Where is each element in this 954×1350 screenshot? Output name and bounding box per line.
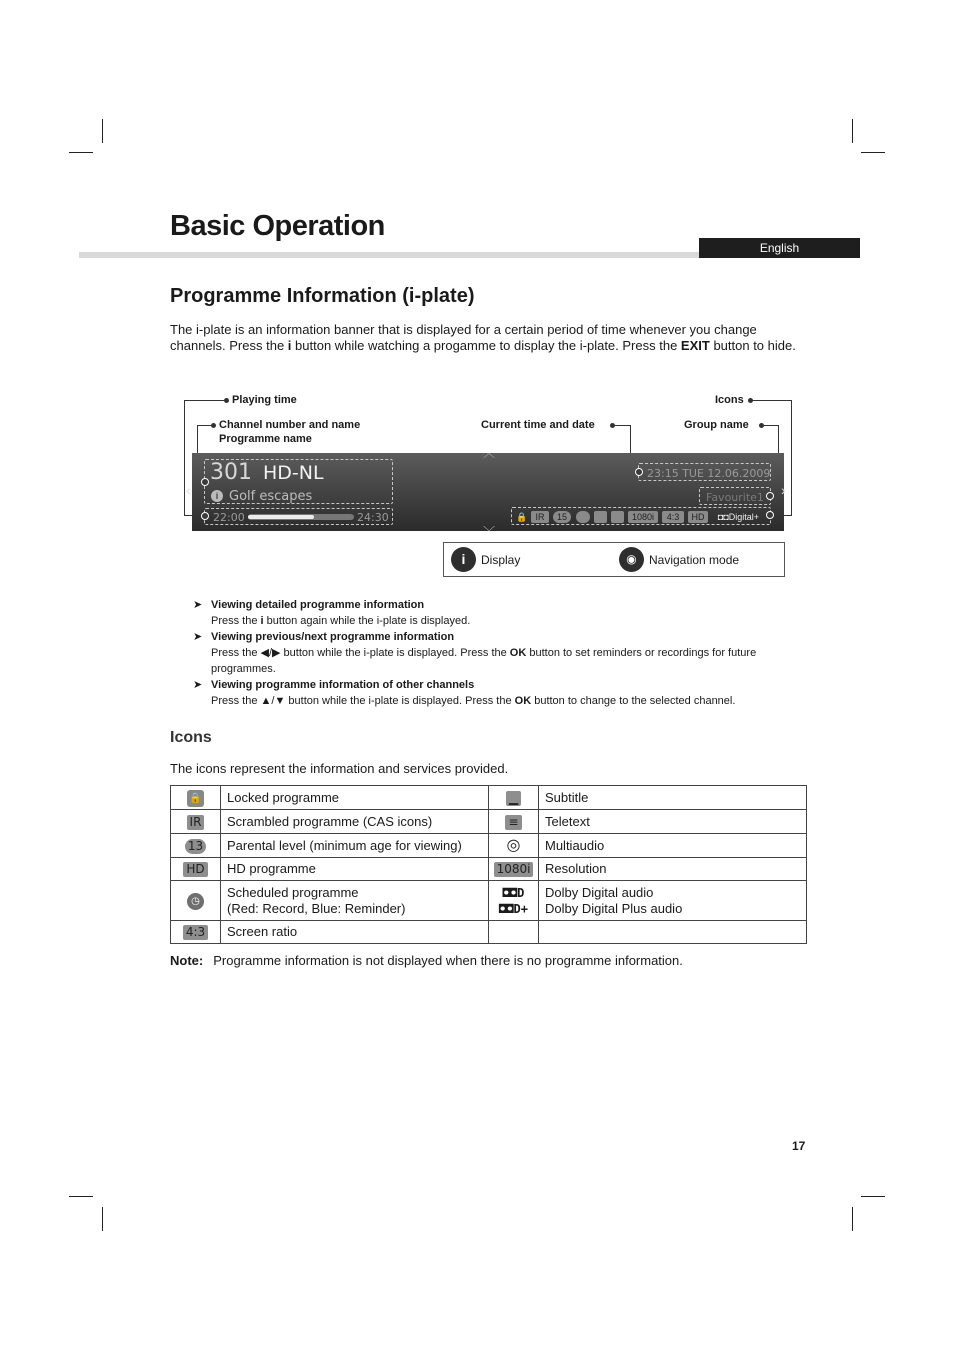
language-tab: English	[699, 238, 860, 258]
callout-group: Group name	[684, 419, 749, 431]
note-text: Programme information is not displayed when there is no programme information.	[213, 953, 683, 968]
callout-line	[763, 425, 779, 426]
display-label: Display	[481, 553, 521, 567]
crop-mark	[861, 1196, 885, 1197]
bullet-key: i	[260, 615, 264, 627]
scrambled-badge: IR	[187, 815, 205, 830]
crop-mark	[102, 1207, 103, 1231]
subtitle-icon: ▁	[489, 786, 539, 810]
parental-level-icon	[171, 834, 221, 858]
callout-ring	[201, 478, 209, 486]
table-cell: Resolution	[539, 858, 807, 881]
table-cell	[539, 881, 807, 921]
progress-fill	[248, 515, 314, 519]
cell-line: (Red: Record, Blue: Reminder)	[227, 900, 406, 916]
navigation-button-icon: ◉	[619, 547, 644, 572]
table-row	[171, 834, 807, 858]
channel-number: 301	[210, 460, 252, 485]
bullet-heading: Viewing programme information of other channels	[211, 679, 475, 691]
multiaudio-icon: ◎	[489, 834, 539, 858]
table-row	[171, 921, 807, 944]
callout-ring	[635, 468, 643, 476]
section-title: Programme Information (i-plate)	[170, 285, 475, 307]
hd-badge: HD	[183, 862, 207, 877]
empty-cell	[539, 921, 807, 944]
parental-badge: 13	[185, 839, 206, 854]
cell-line: Scheduled programme	[227, 884, 359, 900]
table-cell: Locked programme	[221, 786, 489, 810]
current-time-date: 23:15 TUE 12.06.2009	[647, 467, 771, 480]
ratio-badge: 4:3	[183, 925, 208, 940]
end-time: 24:30	[357, 511, 389, 524]
chevron-right-icon: ➤	[193, 631, 203, 643]
navigation-label: Navigation mode	[649, 553, 740, 567]
table-cell	[221, 881, 489, 921]
callout-ring	[766, 492, 774, 500]
icons-title: Icons	[170, 729, 212, 746]
screen-ratio-icon	[171, 921, 221, 944]
remote-legend	[443, 542, 785, 577]
resolution-badge: 1080i	[494, 862, 534, 877]
callout-line	[752, 400, 792, 401]
lock-icon: 🔒	[171, 786, 221, 810]
bullet-body	[211, 693, 793, 709]
list-item	[193, 629, 793, 677]
bullet-body	[211, 645, 793, 677]
scrambled-icon: IR	[531, 511, 549, 523]
scrambled-icon	[171, 810, 221, 834]
table-row	[171, 810, 807, 834]
crop-mark	[69, 1196, 93, 1197]
hd-icon: HD	[688, 511, 708, 523]
up-arrow-icon: ︿	[483, 446, 496, 460]
note	[170, 953, 683, 968]
callout-line	[613, 425, 631, 426]
left-arrow-icon: ‹	[186, 482, 191, 498]
callout-playing-time: Playing time	[232, 394, 297, 406]
group-name: Favourite1	[706, 491, 764, 504]
icons-intro: The icons represent the information and services provided.	[170, 761, 509, 776]
right-arrow-icon: ›	[781, 482, 786, 498]
table-row	[171, 858, 807, 881]
list-item	[193, 677, 793, 709]
clock-icon	[576, 511, 590, 523]
icons-table	[170, 785, 807, 944]
bullet-heading: Viewing previous/next programme information	[211, 631, 455, 643]
table-cell: Screen ratio	[221, 921, 489, 944]
clock-icon: ◷	[171, 881, 221, 921]
programme-name: Golf escapes	[229, 489, 313, 504]
callout-line	[184, 400, 226, 401]
callout-ring	[201, 512, 209, 520]
bullet-list	[193, 597, 793, 709]
bullet-key: OK	[509, 647, 527, 659]
start-time: 22:00	[213, 511, 245, 524]
lock-icon: 🔒	[516, 512, 528, 522]
bullet-text: button to change to the selected channel.	[531, 695, 736, 707]
teletext-icon	[611, 511, 624, 523]
header-rule	[79, 252, 699, 258]
callout-ring	[766, 511, 774, 519]
bullet-text: Press the ◀/▶ button while the i-plate is displayed. Press the	[211, 647, 510, 659]
callout-icons: Icons	[715, 394, 744, 406]
down-arrow-icon: ﹀	[483, 525, 496, 539]
resolution-icon: 1080i	[628, 511, 658, 523]
display-button-icon: i	[451, 547, 476, 572]
callout-line	[184, 400, 185, 516]
cell-line: Dolby Digital audio	[545, 884, 654, 900]
subtitle-icon	[594, 511, 607, 523]
crop-mark	[102, 119, 103, 143]
page-number: 17	[792, 1139, 806, 1153]
resolution-icon	[489, 858, 539, 881]
bullet-text: Press the ▲/▼ button while the i-plate is displayed. Press the	[211, 695, 515, 707]
bullet-heading: Viewing detailed programme information	[211, 599, 425, 611]
dolby-label: Digital+	[728, 512, 760, 522]
bullet-text: Press the	[211, 615, 261, 627]
bullet-key: OK	[514, 695, 532, 707]
callout-programme: Programme name	[219, 433, 312, 445]
callout-line	[791, 400, 792, 516]
bullet-text: button to set reminders or recordings for future programmes.	[211, 647, 757, 675]
bullet-body	[211, 613, 793, 629]
table-cell: Teletext	[539, 810, 807, 834]
table-row	[171, 881, 807, 921]
hd-icon	[171, 858, 221, 881]
callout-channel: Channel number and name	[219, 419, 361, 431]
intro-paragraph: The i-plate is an information banner that is displayed for a certain period of time whenever you change channels. Press the i button while watching a progamme to display the i-plate. Press the EXIT button to hide.	[170, 322, 796, 353]
table-cell: Parental level (minimum age for viewing)	[221, 834, 489, 858]
dolby-icon: ◘◘D◘◘D+	[489, 881, 539, 921]
table-cell: Subtitle	[539, 786, 807, 810]
table-cell: Scrambled programme (CAS icons)	[221, 810, 489, 834]
crop-mark	[852, 119, 853, 143]
dolby-icon: ◘◘Digital+	[717, 512, 760, 522]
crop-mark	[861, 152, 885, 153]
teletext-icon: ≡	[489, 810, 539, 834]
crop-mark	[852, 1207, 853, 1231]
screen-ratio-icon: 4:3	[662, 511, 684, 523]
note-label: Note:	[170, 953, 204, 968]
table-cell: Multiaudio	[539, 834, 807, 858]
page-title: Basic Operation	[170, 210, 385, 242]
callout-current-time: Current time and date	[481, 419, 595, 431]
chevron-right-icon: ➤	[193, 679, 203, 691]
progress-bar	[248, 514, 354, 520]
channel-name: HD-NL	[263, 462, 324, 484]
callout-line	[197, 425, 213, 426]
list-item	[193, 597, 793, 629]
crop-mark	[69, 152, 93, 153]
table-row	[171, 786, 807, 810]
info-icon: i	[211, 490, 223, 502]
chevron-right-icon: ➤	[193, 599, 203, 611]
bullet-text: button again while the i-plate is displayed.	[263, 615, 471, 627]
parental-level-icon: 15	[553, 511, 571, 523]
table-cell: HD programme	[221, 858, 489, 881]
cell-line: Dolby Digital Plus audio	[545, 900, 683, 916]
empty-cell	[489, 921, 539, 944]
